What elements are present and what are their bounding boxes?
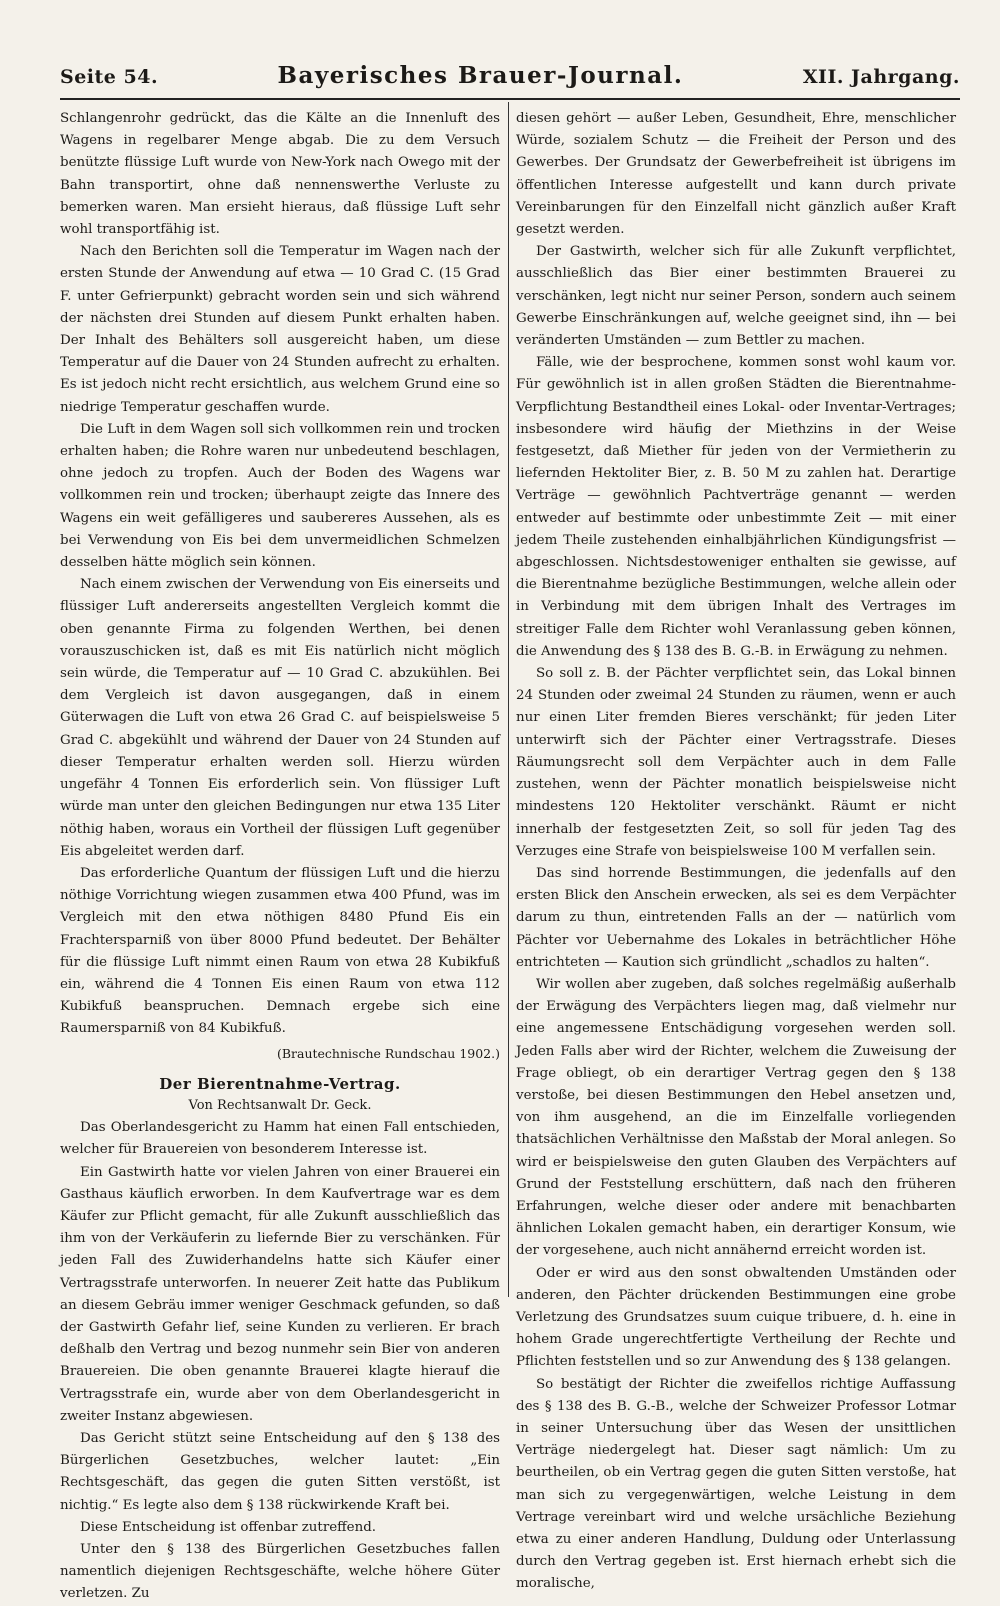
header-rule bbox=[60, 98, 960, 100]
page-number: Seite 54. bbox=[60, 66, 159, 88]
paragraph: Ein Gastwirth hatte vor vielen Jahren von einer Brauerei ein Gasthaus käuflich erworben. In dem Kaufvertrage war es dem Käufer zur Pflicht gemacht, für alle Zukunft ausschließlich das ihm von der Verkäuferin zu liefernde Bier zu verschänken. Für jeden Fall des Zuwiderhandelns hatte sich Käufer einer Vertragsstrafe unterworfen. In neuerer Zeit hatte das Publikum an diesem Gebräu immer weniger Geschmack gefunden, so daß der Gastwirth Gefahr lief, seine Kunden zu verlieren. Er brach deßhalb den Vertrag und bezog nunmehr sein Bier von anderen Brauereien. Die oben genannte Brauerei klagte hierauf die Vertragsstrafe ein, wurde aber von dem Oberlandesgericht in zweiter Instanz abgewiesen. bbox=[60, 1164, 500, 1424]
newspaper-page bbox=[60, 62, 960, 1602]
paragraph: Nach einem zwischen der Verwendung von Eis einerseits und flüssiger Luft andererseits angestellten Vergleich kommt die oben genannte Firma zu folgenden Werthen, bei denen vorauszuschicken ist, daß es mit Eis natürlich nicht möglich sein würde, die Temperatur auf — 10 Grad C. abzukühlen. Bei dem Vergleich ist davon ausgegangen, daß in einem Güterwagen die Luft von etwa 26 Grad C. auf beispielsweise 5 Grad C. abgekühlt und während der Dauer von 24 Stunden auf dieser Temperatur erhalten werden soll. Hierzu würden ungefähr 4 Tonnen Eis erforderlich sein. Von flüssiger Luft würde man unter den gleichen Bedingungen nur etwa 135 Liter nöthig haben, woraus ein Vortheil der flüssigen Luft gegenüber Eis abgeleitet werden darf. bbox=[60, 577, 500, 859]
paragraph: Wir wollen aber zugeben, daß solches regelmäßig außerhalb der Erwägung des Verpächters liegen mag, daß vielmehr nur eine angemessene Entschädigung vorgesehen werden soll. Jeden Falls aber wird der Richter, welchem die Zuweisung der Frage obliegt, ob ein derartiger Vertrag gegen den § 138 verstoße, bei diesen Bestimmungen den Hebel ansetzen und, von ihm ausgehend, an die im Einzelfalle vorliegenden thatsächlichen Verhältnisse den Maßstab der Moral anlegen. So wird er beispielsweise den guten Glauben des Verpächters auf Grund der Feststellung erschüttern, daß nach den früheren Erfahrungen, welche dieser oder andere mit benachbarten ähnlichen Lokalen gemacht haben, ein derartiger Konsum, wie der vorgesehene, auch nicht annähernd erreicht worden ist. bbox=[516, 976, 956, 1259]
paragraph: Unter den § 138 des Bürgerlichen Gesetzbuches fallen namentlich diejenigen Rechtsgeschäfte, welche höhere Güter verletzen. Zu bbox=[60, 1542, 500, 1602]
paragraph: Die Luft in dem Wagen soll sich vollkommen rein und trocken erhalten haben; die Rohre waren nur unbedeutend beschlagen, ohne jedoch zu tropfen. Auch der Boden des Wagens war vollkommen rein und trocken; überhaupt zeigte das Innere des Wagens ein weit gefälligeres und saubereres Aussehen, als es bei Verwendung von Eis bei dem unvermeidlichen Schmelzen desselben hätte möglich sein können. bbox=[60, 421, 500, 571]
volume-label: XII. Jahrgang. bbox=[802, 66, 960, 88]
paragraph: So soll z. B. der Pächter verpflichtet sein, das Lokal binnen 24 Stunden oder zweimal 24 Stunden zu räumen, wenn er auch nur einen Liter fremden Bieres verschänkt; für jeden Liter unterwirft sich der Pächter einer Vertragsstrafe. Dieses Räumungsrecht soll dem Verpächter auch in dem Falle zustehen, wenn der Pächter monatlich beispielsweise nicht mindestens 120 Hektoliter verschänkt. Räumt er nicht innerhalb der festgesetzten Zeit, so soll für jeden Tag des Verzuges eine Strafe von beispielsweise 100 M verfallen sein. bbox=[516, 666, 956, 859]
paragraph: Das sind horrende Bestimmungen, die jedenfalls auf den ersten Blick den Anschein erwecken, als sei es dem Verpächter darum zu thun, eintretenden Falls an der — natürlich vom Pächter vor Uebernahme des Lokales in beträchtlicher Höhe entrichteten — Kaution sich gründlicht „schadlos zu halten“. bbox=[516, 865, 956, 970]
paragraph: diesen gehört — außer Leben, Gesundheit, Ehre, menschlicher Würde, sozialem Schutz — die Freiheit der Person und des Gewerbes. Der Grundsatz der Gewerbefreiheit ist übrigens im öffentlichen Interesse aufgestellt und kann durch private Vereinbarungen für den Einzelfall nicht gänzlich außer Kraft gesetzt werden. bbox=[516, 111, 956, 238]
paragraph: Das Gericht stützt seine Entscheidung auf den § 138 des Bürgerlichen Gesetzbuches, welcher lautet: „Ein Rechtsgeschäft, das gegen die guten Sitten verstößt, ist nichtig.“ Es legte also dem § 138 rückwirkende Kraft bei. bbox=[60, 1430, 500, 1513]
page-header bbox=[60, 62, 960, 96]
paragraph: Diese Entscheidung ist offenbar zutreffend. bbox=[80, 1519, 377, 1535]
article-author: Von Rechtsanwalt Dr. Geck. bbox=[188, 1097, 372, 1113]
paragraph: So bestätigt der Richter die zweifellos richtige Auffassung des § 138 des B. G.-B., welche der Schweizer Professor Lotmar in seiner Untersuchung über das Wesen der unsittlichen Verträge niedergelegt hat. Dieser sagt nämlich: Um zu beurtheilen, ob ein Vertrag gegen die guten Sitten verstoße, hat man sich zu vergegenwärtigen, welche Leistung in dem Vertrage vereinbart wird und welche ursächliche Beziehung etwa zu einer anderen Handlung, Duldung oder Unterlassung durch den Vertrag gegeben ist. Erst hiernach erhebt sich die moralische, bbox=[516, 1376, 956, 1592]
paragraph: Das Oberlandesgericht zu Hamm hat einen Fall entschieden, welcher für Brauereien von besonderem Interesse ist. bbox=[60, 1120, 500, 1158]
paragraph: Das erforderliche Quantum der flüssigen Luft und die hierzu nöthige Vorrichtung wiegen zusammen etwa 400 Pfund, was im Vergleich mit den etwa nöthigen 8480 Pfund Eis ein Frachtersparniß von über 8000 Pfund bedeutet. Der Behälter für die flüssige Luft nimmt einen Raum von etwa 28 Kubikfuß ein, während die 4 Tonnen Eis einen Raum von etwa 112 Kubikfuß beanspruchen. Demnach ergebe sich eine Raumersparniß von 84 Kubikfuß. bbox=[60, 865, 500, 1037]
left-column bbox=[60, 108, 500, 1602]
source-citation: (Brautechnische Rundschau 1902.) bbox=[276, 1045, 500, 1061]
paragraph: Der Gastwirth, welcher sich für alle Zukunft verpflichtet, ausschließlich das Bier einer bestimmten Brauerei zu verschänken, legt nicht nur seiner Person, sondern auch seinem Gewerbe Einschränkungen auf, welche geeignet sind, ihn — bei veränderten Umständen — zum Bettler zu machen. bbox=[516, 244, 956, 349]
right-column bbox=[516, 108, 956, 1592]
paragraph: Fälle, wie der besprochene, kommen sonst wohl kaum vor. Für gewöhnlich ist in allen großen Städten die Bierentnahme-Verpflichtung Bestandtheil eines Lokal- oder Inventar-Vertrages; insbesondere wird häufig der Miethzins in der Weise festgesetzt, daß Miether für jeden von der Vermietherin zu liefernden Hektoliter Bier, z. B. 50 M zu zahlen hat. Derartige Verträge — gewöhnlich Pachtverträge genannt — werden entweder auf bestimmte oder unbestimmte Zeit — mit einer jedem Theile zustehenden einhalbjährlichen Kündigungsfrist — abgeschlossen. Nichtsdestoweniger enthalten sie gewisse, auf die Bierentnahme bezügliche Bestimmungen, welche allein oder in Verbindung mit dem übrigen Inhalt des Vertrages im streitiger Falle dem Richter wohl Veranlassung geben können, die Anwendung des § 138 des B. G.-B. in Erwägung zu nehmen. bbox=[516, 355, 956, 659]
paragraph: Oder er wird aus den sonst obwaltenden Umständen oder anderen, den Pächter drückenden Bestimmungen eine grobe Verletzung des Grundsatzes suum cuique tribuere, d. h. eine in hohem Grade ungerechtfertigte Vertheilung der Rechte und Pflichten feststellen und so zur Anwendung des § 138 gelangen. bbox=[516, 1265, 956, 1370]
column-divider bbox=[508, 102, 509, 1297]
article-title: Der Bierentnahme-Vertrag. bbox=[159, 1074, 401, 1093]
journal-title: Bayerisches Brauer-Journal. bbox=[277, 62, 684, 89]
paragraph: Schlangenrohr gedrückt, das die Kälte an die Innenluft des Wagens in regelbarer Menge abgab. Die zu dem Versuch benützte flüssige Luft wurde von New-York nach Owego mit der Bahn transportirt, ohne daß nennenswerthe Verluste zu bemerken waren. Man ersieht hieraus, daß flüssige Luft sehr wohl transportfähig ist. bbox=[60, 111, 500, 238]
paragraph: Nach den Berichten soll die Temperatur im Wagen nach der ersten Stunde der Anwendung auf etwa — 10 Grad C. (15 Grad F. unter Gefrierpunkt) gebracht worden sein und sich während der nächsten drei Stunden auf diesem Punkt erhalten haben. Der Inhalt des Behälters soll ausgereicht haben, um diese Temperatur auf die Dauer von 24 Stunden aufrecht zu erhalten. Es ist jedoch nicht recht ersichtlich, aus welchem Grund eine so niedrige Temperatur geschaffen wurde. bbox=[60, 244, 500, 415]
